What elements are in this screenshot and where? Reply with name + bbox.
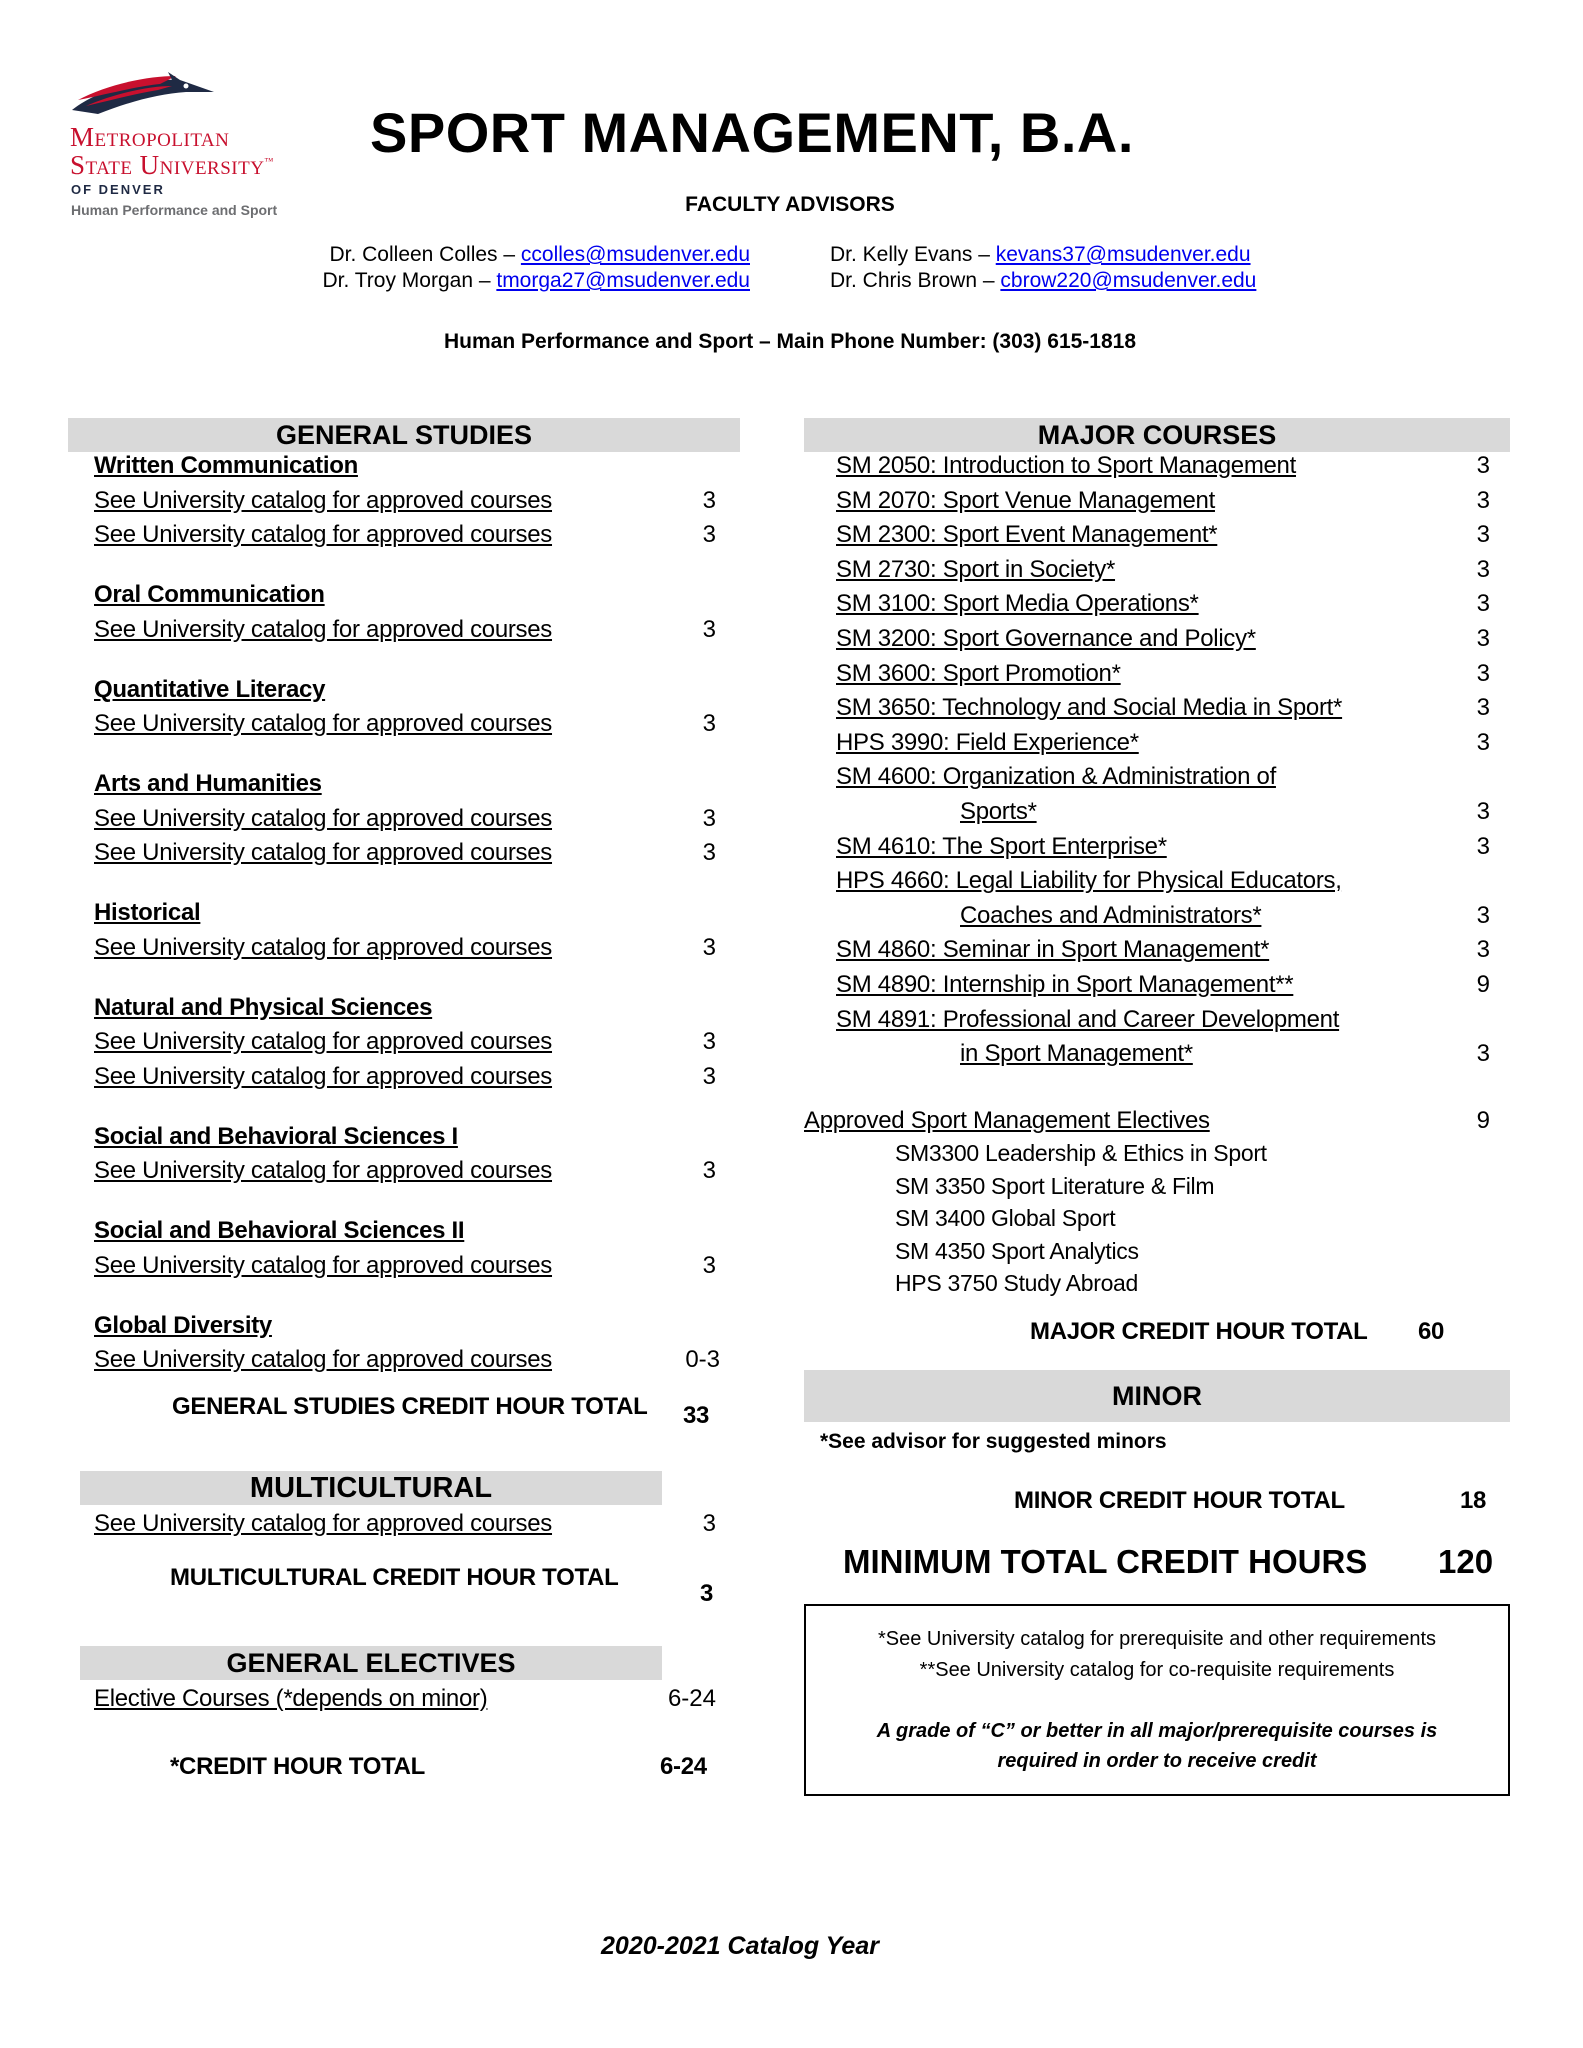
major-course-credits: 3 (1476, 590, 1490, 618)
catalog-course-link[interactable]: See University catalog for approved courses (94, 615, 553, 643)
major-course-link[interactable]: SM 3200: Sport Governance and Policy* (836, 625, 1256, 652)
catalog-course-link[interactable]: See University catalog for approved courses (94, 1346, 553, 1373)
general-studies-total-value: 33 (683, 1402, 710, 1429)
category-title: Natural and Physical Sciences (94, 993, 433, 1021)
multicultural-heading: MULTICULTURAL (80, 1471, 662, 1505)
advisor-name: Dr. Kelly Evans – (830, 243, 996, 266)
advisor-name: Dr. Colleen Colles – (329, 243, 521, 266)
main-phone-line: Human Performance and Sport – Main Phone Number: (303) 615-1818 (443, 330, 1137, 353)
major-course-link[interactable]: Coaches and Administrators* (960, 901, 1262, 929)
major-courses-heading: MAJOR COURSES (804, 418, 1510, 452)
major-total-label: MAJOR CREDIT HOUR TOTAL (1030, 1318, 1368, 1345)
catalog-course-link[interactable]: See University catalog for approved courses (94, 804, 553, 832)
catalog-course-link[interactable]: See University catalog for approved courses (94, 1062, 553, 1090)
multicultural-total-label: MULTICULTURAL CREDIT HOUR TOTAL (170, 1564, 619, 1591)
major-course-credits: 3 (1476, 555, 1490, 583)
minor-heading: MINOR (804, 1370, 1510, 1422)
course-credits: 3 (702, 486, 716, 514)
course-credits: 3 (702, 804, 716, 832)
major-course-credits: 3 (1476, 832, 1490, 860)
major-course-credits: 3 (1476, 798, 1490, 825)
advisor-brown (830, 269, 1256, 293)
major-course-credits: 3 (1476, 901, 1490, 929)
advisor-name: Dr. Chris Brown – (830, 269, 1001, 292)
category-title: Social and Behavioral Sciences I (94, 1122, 458, 1150)
roadrunner-logo-icon (68, 70, 218, 122)
general-electives-credits: 6-24 (667, 1685, 716, 1712)
course-credits: 0-3 (685, 1346, 720, 1373)
approved-electives-credits: 9 (1476, 1107, 1490, 1134)
category-title: Arts and Humanities (94, 770, 322, 797)
catalog-course-link[interactable]: See University catalog for approved courses (94, 1251, 553, 1279)
advisor-email-link[interactable]: cbrow220@msudenver.edu (1000, 269, 1257, 292)
course-credits: 3 (702, 933, 716, 961)
major-course-link[interactable]: SM 2070: Sport Venue Management (836, 486, 1215, 514)
category-title: Social and Behavioral Sciences II (94, 1217, 465, 1244)
elective-item: SM 4350 Sport Analytics (895, 1237, 1139, 1264)
major-total-value: 60 (1418, 1318, 1445, 1345)
course-credits: 3 (702, 1028, 716, 1055)
elective-courses-link[interactable]: Elective Courses (*depends on minor) (94, 1685, 488, 1712)
major-course-link[interactable]: SM 3600: Sport Promotion* (836, 659, 1121, 687)
minimum-total-label: MINIMUM TOTAL CREDIT HOURS (843, 1543, 1368, 1580)
course-credits: 3 (702, 839, 716, 866)
minor-total-value: 18 (1460, 1487, 1487, 1514)
category-title: Oral Communication (94, 581, 325, 608)
major-course-credits: 9 (1476, 971, 1490, 998)
major-course-link[interactable]: SM 4610: The Sport Enterprise* (836, 832, 1167, 860)
major-course-link[interactable]: SM 4860: Seminar in Sport Management* (836, 936, 1270, 964)
course-credits: 3 (702, 521, 716, 548)
logo-trademark: ™ (264, 156, 274, 166)
multicultural-total-value: 3 (700, 1580, 714, 1607)
course-credits: 3 (702, 615, 716, 643)
category-title: Quantitative Literacy (94, 675, 326, 703)
advisor-evans (830, 243, 1251, 267)
major-course-link[interactable]: SM 4890: Internship in Sport Management** (836, 971, 1294, 998)
multicultural-credits: 3 (702, 1510, 716, 1537)
advisor-name: Dr. Troy Morgan – (322, 269, 497, 292)
logo-line-1: Metropolitan (70, 122, 230, 152)
category-title: Global Diversity (94, 1311, 272, 1339)
advisor-colles (329, 243, 750, 267)
credit-hour-total-value: 6-24 (660, 1753, 707, 1780)
major-course-link[interactable]: SM 3650: Technology and Social Media in Sport* (836, 694, 1343, 722)
grade-requirement-note-2: required in order to receive credit (997, 1750, 1317, 1772)
minor-note: *See advisor for suggested minors (820, 1430, 1167, 1453)
catalog-course-link[interactable]: See University catalog for approved courses (94, 710, 553, 737)
general-studies-heading: GENERAL STUDIES (68, 418, 740, 452)
course-credits: 3 (702, 710, 716, 737)
major-course-credits: 3 (1476, 1040, 1490, 1068)
faculty-advisors-title: FACULTY ADVISORS (685, 193, 895, 216)
major-course-link[interactable]: SM 3100: Sport Media Operations* (836, 590, 1199, 618)
general-electives-heading: GENERAL ELECTIVES (80, 1646, 662, 1680)
catalog-course-link[interactable]: See University catalog for approved courses (94, 521, 553, 548)
prerequisite-note: *See University catalog for prerequisite and other requirements (877, 1628, 1437, 1650)
logo-line-2-text: State University (70, 150, 265, 180)
elective-item: HPS 3750 Study Abroad (895, 1270, 1139, 1296)
major-course-credits: 3 (1476, 694, 1490, 722)
logo-line-3: OF DENVER (71, 182, 165, 197)
category-title: Historical (94, 899, 201, 926)
major-course-link[interactable]: SM 2730: Sport in Society* (836, 555, 1116, 583)
elective-item: SM 3400 Global Sport (895, 1205, 1116, 1231)
advisor-morgan (322, 269, 750, 293)
catalog-year: 2020-2021 Catalog Year (601, 1932, 879, 1960)
catalog-course-link[interactable]: See University catalog for approved courses (94, 1157, 553, 1184)
page-title: SPORT MANAGEMENT, B.A. (370, 101, 1134, 164)
major-course-credits: 3 (1476, 936, 1490, 964)
grade-requirement-note: A grade of “C” or better in all major/prerequisite courses is (876, 1720, 1438, 1742)
major-course-credits: 3 (1476, 728, 1490, 756)
minor-total-label: MINOR CREDIT HOUR TOTAL (1014, 1487, 1345, 1514)
minimum-total-value: 120 (1438, 1543, 1494, 1580)
elective-item: SM 3350 Sport Literature & Film (895, 1172, 1215, 1199)
course-credits: 3 (702, 1062, 716, 1090)
advisor-email-link[interactable]: kevans37@msudenver.edu (995, 243, 1251, 266)
general-studies-total-label: GENERAL STUDIES CREDIT HOUR TOTAL (172, 1393, 648, 1420)
major-course-link[interactable]: Sports* (960, 798, 1037, 825)
advisor-email-link[interactable]: tmorga27@msudenver.edu (496, 269, 750, 292)
major-course-link[interactable]: SM 4600: Organization & Administration of (836, 763, 1276, 791)
major-course-credits: 3 (1476, 486, 1490, 514)
catalog-course-link[interactable]: See University catalog for approved courses (94, 486, 553, 514)
catalog-course-link[interactable]: See University catalog for approved courses (94, 933, 553, 961)
logo-line-2 (70, 150, 274, 181)
major-course-credits: 3 (1476, 452, 1490, 479)
requirements-note-box (804, 1604, 1510, 1796)
logo-line-4: Human Performance and Sport (71, 202, 278, 218)
elective-item: SM3300 Leadership & Ethics in Sport (895, 1140, 1267, 1166)
major-course-credits: 3 (1476, 659, 1490, 687)
course-credits: 3 (702, 1157, 716, 1184)
university-logo (68, 70, 318, 220)
major-course-link[interactable]: SM 2300: Sport Event Management* (836, 521, 1218, 549)
major-course-link[interactable]: SM 2050: Introduction to Sport Management (836, 452, 1296, 479)
category-title: Written Communication (94, 452, 358, 479)
major-course-link[interactable]: HPS 3990: Field Experience* (836, 728, 1139, 756)
approved-electives-link[interactable]: Approved Sport Management Electives (804, 1107, 1210, 1134)
catalog-course-link[interactable]: See University catalog for approved courses (94, 1028, 553, 1055)
catalog-course-link[interactable]: See University catalog for approved courses (94, 839, 553, 866)
major-course-credits: 3 (1476, 625, 1490, 652)
major-course-link[interactable]: in Sport Management* (960, 1040, 1193, 1068)
course-credits: 3 (702, 1251, 716, 1279)
major-course-link[interactable]: SM 4891: Professional and Career Development (836, 1005, 1340, 1033)
major-course-link[interactable]: HPS 4660: Legal Liability for Physical Educators, (836, 867, 1342, 895)
credit-hour-total-label: *CREDIT HOUR TOTAL (170, 1753, 426, 1780)
major-course-credits: 3 (1476, 521, 1490, 549)
corequisite-note: **See University catalog for co-requisite requirements (919, 1659, 1395, 1681)
multicultural-course-link[interactable]: See University catalog for approved courses (94, 1510, 553, 1537)
advisor-email-link[interactable]: ccolles@msudenver.edu (520, 243, 750, 266)
